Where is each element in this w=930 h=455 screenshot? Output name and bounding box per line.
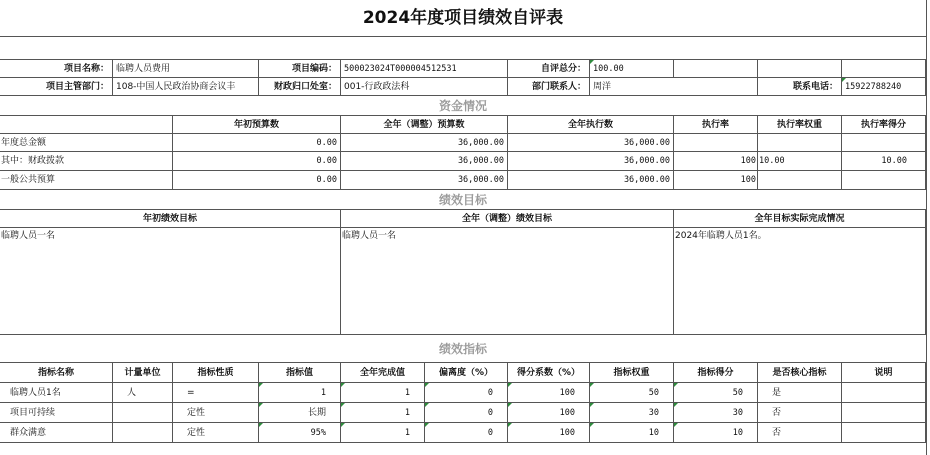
indicator-done[interactable]: 1 — [341, 423, 425, 443]
funds-header-blank — [0, 116, 173, 134]
goal-adjusted[interactable]: 临聘人员一名 — [341, 228, 674, 335]
indicators-header: 指标得分 — [674, 363, 758, 383]
table-row — [0, 171, 926, 190]
funds-row-label: 一般公共预算 — [0, 171, 173, 190]
goals-section-title: 绩效目标 — [0, 190, 926, 210]
indicator-deviation[interactable]: 0 — [425, 403, 508, 423]
indicators-header: 得分系数（%） — [508, 363, 590, 383]
funds-header: 全年执行数 — [508, 116, 674, 134]
table-row — [0, 134, 926, 152]
indicator-done[interactable]: 1 — [341, 403, 425, 423]
indicator-unit[interactable] — [113, 423, 173, 443]
indicator-nature[interactable]: = — [173, 383, 259, 403]
page-title: 2024年度项目绩效自评表 — [0, 0, 926, 37]
indicators-header: 指标权重 — [590, 363, 674, 383]
indicator-note[interactable] — [842, 423, 926, 443]
funds-header: 执行率得分 — [842, 116, 926, 134]
project-name-label: 项目名称： — [0, 60, 113, 78]
office-label: 财政归口处室： — [259, 78, 341, 96]
indicator-nature[interactable]: 定性 — [173, 403, 259, 423]
indicator-name: 群众满意 — [0, 423, 113, 443]
office-value[interactable]: 001-行政政法科 — [341, 78, 508, 96]
table-row — [0, 423, 926, 443]
funds-executed[interactable]: 36,000.00 — [508, 152, 674, 171]
indicator-deviation[interactable]: 0 — [425, 423, 508, 443]
indicator-coef[interactable]: 100 — [508, 403, 590, 423]
indicator-core[interactable]: 否 — [758, 423, 842, 443]
indicator-done[interactable]: 1 — [341, 383, 425, 403]
info-row-1 — [0, 60, 926, 78]
funds-row-label: 其中：财政拨款 — [0, 152, 173, 171]
score-value[interactable]: 100.00 — [590, 60, 674, 78]
indicator-name: 临聘人员1名 — [0, 383, 113, 403]
indicator-unit[interactable] — [113, 403, 173, 423]
indicator-nature[interactable]: 定性 — [173, 423, 259, 443]
contact-label: 部门联系人： — [508, 78, 590, 96]
funds-adjusted[interactable]: 36,000.00 — [341, 134, 508, 152]
indicator-score[interactable]: 10 — [674, 423, 758, 443]
indicator-deviation[interactable]: 0 — [425, 383, 508, 403]
indicators-header: 全年完成值 — [341, 363, 425, 383]
info-row-2 — [0, 78, 926, 96]
funds-weight[interactable] — [758, 134, 842, 152]
funds-header: 执行率 — [674, 116, 758, 134]
table-row — [0, 383, 926, 403]
indicators-header: 说明 — [842, 363, 926, 383]
goals-header: 全年目标实际完成情况 — [674, 210, 926, 228]
funds-initial[interactable]: 0.00 — [173, 152, 341, 171]
goals-header: 年初绩效目标 — [0, 210, 341, 228]
funds-score[interactable] — [842, 134, 926, 152]
funds-header: 全年（调整）预算数 — [341, 116, 508, 134]
funds-rate[interactable] — [674, 134, 758, 152]
goal-initial[interactable]: 临聘人员一名 — [0, 228, 341, 335]
funds-adjusted[interactable]: 36,000.00 — [341, 152, 508, 171]
indicator-weight[interactable]: 50 — [590, 383, 674, 403]
empty-cell[interactable] — [674, 60, 758, 78]
indicators-section-title: 绩效指标 — [0, 335, 926, 363]
funds-executed[interactable]: 36,000.00 — [508, 134, 674, 152]
funds-header: 年初预算数 — [173, 116, 341, 134]
funds-rate[interactable]: 100 — [674, 152, 758, 171]
phone-value[interactable]: 15922788240 — [842, 78, 926, 96]
empty-cell[interactable] — [758, 60, 842, 78]
funds-score[interactable]: 10.00 — [842, 152, 926, 171]
phone-label: 联系电话： — [758, 78, 842, 96]
funds-row-label: 年度总金额 — [0, 134, 173, 152]
funds-rate[interactable]: 100 — [674, 171, 758, 190]
goals-header-row — [0, 210, 926, 228]
funds-score[interactable] — [842, 171, 926, 190]
contact-value[interactable]: 周洋 — [590, 78, 758, 96]
indicator-coef[interactable]: 100 — [508, 383, 590, 403]
indicator-score[interactable]: 50 — [674, 383, 758, 403]
indicator-core[interactable]: 是 — [758, 383, 842, 403]
indicator-name: 项目可持续 — [0, 403, 113, 423]
spacer-row — [0, 37, 926, 60]
table-row — [0, 403, 926, 423]
indicator-weight[interactable]: 10 — [590, 423, 674, 443]
goals-header: 全年（调整）绩效目标 — [341, 210, 674, 228]
indicator-value[interactable]: 95% — [259, 423, 341, 443]
funds-initial[interactable]: 0.00 — [173, 134, 341, 152]
funds-adjusted[interactable]: 36,000.00 — [341, 171, 508, 190]
goal-actual[interactable]: 2024年临聘人员1名。 — [674, 228, 926, 335]
project-code-value[interactable]: 500023024T000004512531 — [341, 60, 508, 78]
dept-label: 项目主管部门： — [0, 78, 113, 96]
indicators-header: 偏离度（%） — [425, 363, 508, 383]
funds-initial[interactable]: 0.00 — [173, 171, 341, 190]
project-code-label: 项目编码： — [259, 60, 341, 78]
table-row — [0, 152, 926, 171]
dept-value[interactable]: 108-中国人民政治协商会议丰 — [113, 78, 259, 96]
empty-cell[interactable] — [842, 60, 926, 78]
funds-weight[interactable]: 10.00 — [758, 152, 842, 171]
funds-header: 执行率权重 — [758, 116, 842, 134]
score-label: 自评总分： — [508, 60, 590, 78]
funds-weight[interactable] — [758, 171, 842, 190]
indicator-note[interactable] — [842, 383, 926, 403]
funds-header-row — [0, 116, 926, 134]
indicator-unit[interactable]: 人 — [113, 383, 173, 403]
indicators-header: 指标名称 — [0, 363, 113, 383]
indicators-header-row — [0, 363, 926, 383]
indicator-coef[interactable]: 100 — [508, 423, 590, 443]
goals-content-row — [0, 228, 926, 335]
indicator-score[interactable]: 30 — [674, 403, 758, 423]
funds-section-title: 资金情况 — [0, 96, 926, 116]
project-name-value[interactable]: 临聘人员费用 — [113, 60, 259, 78]
indicator-core[interactable]: 否 — [758, 403, 842, 423]
funds-executed[interactable]: 36,000.00 — [508, 171, 674, 190]
indicators-header: 计量单位 — [113, 363, 173, 383]
indicators-header: 指标性质 — [173, 363, 259, 383]
indicator-note[interactable] — [842, 403, 926, 423]
indicators-header: 是否核心指标 — [758, 363, 842, 383]
indicator-value[interactable]: 长期 — [259, 403, 341, 423]
indicator-value[interactable]: 1 — [259, 383, 341, 403]
indicator-weight[interactable]: 30 — [590, 403, 674, 423]
indicators-header: 指标值 — [259, 363, 341, 383]
